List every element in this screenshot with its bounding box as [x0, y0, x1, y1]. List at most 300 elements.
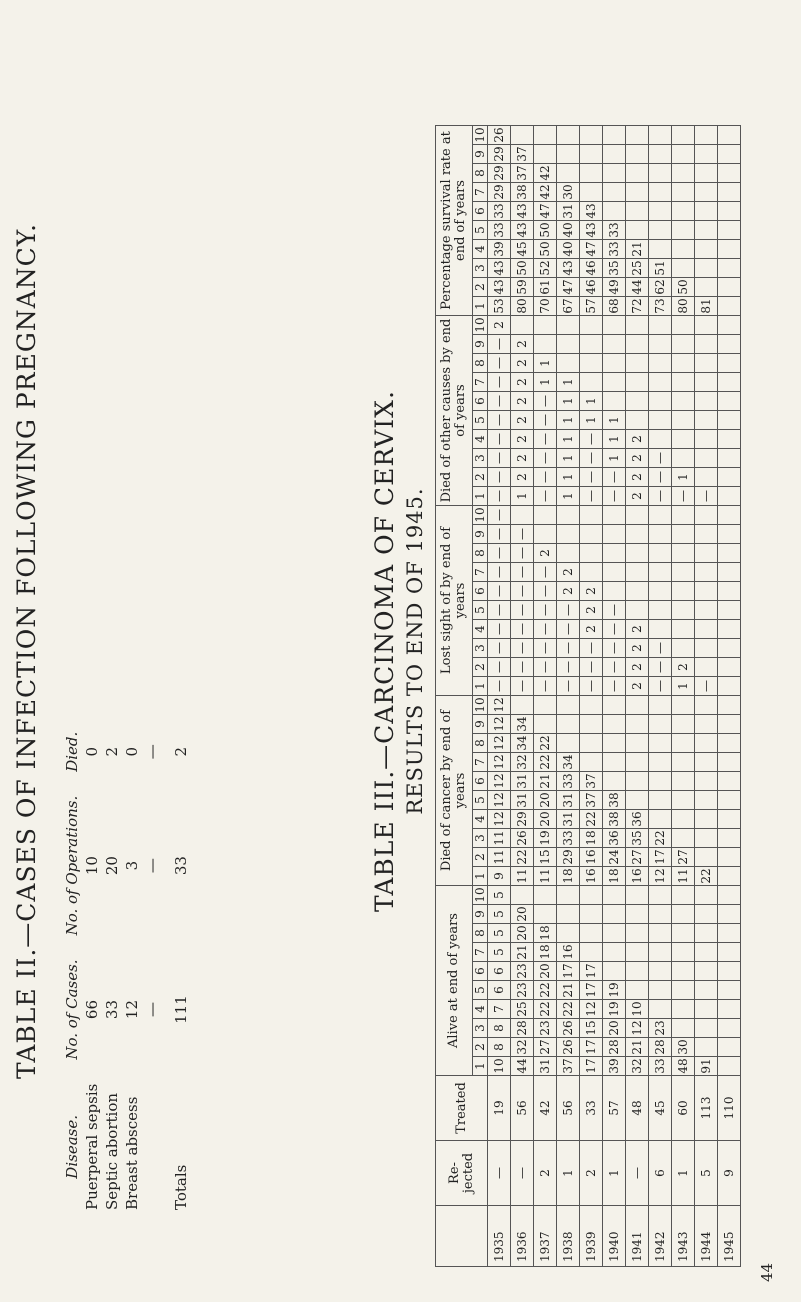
- survival-cell: [672, 240, 695, 259]
- died-cancer-cell: 12: [488, 715, 511, 734]
- treated-cell: 48: [626, 1076, 649, 1141]
- died-cell: 2: [103, 746, 121, 757]
- survival-cell: [672, 202, 695, 221]
- rejected-cell: 1: [603, 1141, 626, 1206]
- died-other-cell: —: [649, 468, 672, 487]
- survival-cell: 52: [534, 259, 557, 278]
- table2-title: TABLE II.—CASES OF INFECTION FOLLOWING PREGNANCY.: [12, 223, 41, 1079]
- col-treated: Treated: [436, 1076, 488, 1141]
- died-other-cell: 2: [626, 487, 649, 506]
- year-col-5: 5: [473, 601, 488, 620]
- died-other-cell: 1: [580, 392, 603, 411]
- alive-cell: 21: [511, 943, 534, 962]
- survival-cell: 43: [580, 202, 603, 221]
- died-cancer-cell: 22: [695, 867, 718, 886]
- died-other-cell: [718, 487, 741, 506]
- alive-cell: 10: [626, 1000, 649, 1019]
- lost-cell: —: [511, 544, 534, 563]
- lost-cell: [695, 544, 718, 563]
- survival-cell: 42: [534, 183, 557, 202]
- survival-cell: 26: [488, 126, 511, 145]
- survival-cell: 67: [557, 297, 580, 316]
- died-other-cell: [603, 392, 626, 411]
- operations-cell: 20: [103, 856, 121, 876]
- year-col-6: 6: [473, 392, 488, 411]
- died-other-cell: [718, 354, 741, 373]
- year-col-3: 3: [473, 449, 488, 468]
- survival-cell: [649, 221, 672, 240]
- died-other-cell: 1: [603, 449, 626, 468]
- year-col-2: 2: [473, 658, 488, 677]
- lost-cell: [580, 525, 603, 544]
- died-other-cell: [695, 468, 718, 487]
- alive-cell: 8: [488, 1019, 511, 1038]
- lost-cell: 2: [626, 639, 649, 658]
- lost-cell: [557, 544, 580, 563]
- died-cancer-cell: 22: [534, 734, 557, 753]
- died-cancer-cell: [649, 810, 672, 829]
- died-cancer-cell: [672, 715, 695, 734]
- lost-cell: [672, 620, 695, 639]
- alive-cell: 28: [603, 1038, 626, 1057]
- table-row: [649, 126, 672, 1267]
- lost-cell: [695, 525, 718, 544]
- table3-subtitle: RESULTS TO END OF 1945.: [403, 487, 427, 815]
- died-cancer-cell: 34: [511, 734, 534, 753]
- lost-cell: —: [511, 582, 534, 601]
- died-cancer-cell: [695, 734, 718, 753]
- year-col-1: 1: [473, 297, 488, 316]
- year-col-6: 6: [473, 772, 488, 791]
- year-cell: 1942: [649, 1206, 672, 1267]
- died-other-cell: [695, 373, 718, 392]
- died-other-cell: —: [488, 468, 511, 487]
- died-other-cell: 2: [511, 373, 534, 392]
- died-other-cell: —: [534, 468, 557, 487]
- lost-cell: —: [534, 563, 557, 582]
- died-cancer-cell: 15: [534, 848, 557, 867]
- alive-cell: [672, 924, 695, 943]
- survival-cell: 53: [488, 297, 511, 316]
- rejected-cell: 2: [534, 1141, 557, 1206]
- alive-cell: [718, 962, 741, 981]
- alive-cell: [626, 924, 649, 943]
- alive-cell: 6: [488, 981, 511, 1000]
- year-col-5: 5: [473, 221, 488, 240]
- survival-cell: 50: [534, 240, 557, 259]
- died-cancer-cell: 12: [488, 810, 511, 829]
- died-other-cell: —: [672, 487, 695, 506]
- year-col-5: 5: [473, 981, 488, 1000]
- lost-cell: 2: [580, 601, 603, 620]
- year-col-10: 10: [473, 507, 487, 523]
- survival-cell: [580, 164, 603, 183]
- survival-cell: 62: [649, 278, 672, 297]
- died-other-cell: 1: [534, 354, 557, 373]
- survival-cell: 70: [534, 297, 557, 316]
- lost-cell: [626, 582, 649, 601]
- lost-cell: [718, 639, 741, 658]
- alive-cell: 26: [557, 1019, 580, 1038]
- lost-cell: [580, 506, 603, 525]
- year-col-6: 6: [473, 582, 488, 601]
- alive-cell: [603, 924, 626, 943]
- died-cancer-cell: 31: [557, 791, 580, 810]
- year-col-5: 5: [473, 411, 488, 430]
- alive-cell: 21: [626, 1038, 649, 1057]
- died-cancer-cell: 19: [534, 829, 557, 848]
- lost-cell: [534, 506, 557, 525]
- survival-cell: [603, 202, 626, 221]
- survival-cell: [626, 126, 649, 145]
- alive-cell: 22: [557, 1000, 580, 1019]
- lost-cell: —: [557, 620, 580, 639]
- survival-cell: [672, 164, 695, 183]
- survival-cell: 29: [488, 145, 511, 164]
- survival-cell: 47: [534, 202, 557, 221]
- lost-cell: [603, 506, 626, 525]
- died-other-cell: [603, 316, 626, 335]
- year-col-10: 10: [473, 887, 487, 903]
- died-other-cell: 2: [488, 316, 511, 335]
- survival-cell: 30: [557, 183, 580, 202]
- year-col-2: 2: [473, 278, 488, 297]
- died-cancer-cell: [672, 791, 695, 810]
- lost-cell: [672, 506, 695, 525]
- died-other-cell: [626, 373, 649, 392]
- died-other-cell: —: [580, 468, 603, 487]
- lost-cell: —: [488, 525, 511, 544]
- died-other-cell: [718, 392, 741, 411]
- lost-cell: 2: [626, 677, 649, 696]
- table-row: [511, 126, 534, 1267]
- lost-cell: [718, 506, 741, 525]
- survival-cell: [695, 145, 718, 164]
- alive-cell: 7: [488, 1000, 511, 1019]
- survival-cell: [695, 202, 718, 221]
- lost-cell: [718, 525, 741, 544]
- cases-cell: 66: [83, 1000, 101, 1020]
- year-cell: 1945: [718, 1206, 741, 1267]
- died-cancer-cell: [695, 696, 718, 715]
- died-other-cell: —: [488, 430, 511, 449]
- died-cancer-cell: 26: [511, 829, 534, 848]
- died-other-cell: [695, 335, 718, 354]
- col-cases: No. of Cases.: [63, 959, 81, 1060]
- year-col-7: 7: [473, 563, 488, 582]
- died-cancer-cell: 32: [511, 753, 534, 772]
- year-cell: 1936: [511, 1206, 534, 1267]
- year-col-9: 9: [473, 145, 488, 164]
- alive-cell: [626, 943, 649, 962]
- died-cancer-cell: [603, 753, 626, 772]
- survival-cell: 59: [511, 278, 534, 297]
- died-cancer-cell: 18: [603, 867, 626, 886]
- totals-row: [162, 720, 191, 1222]
- died-cancer-cell: [695, 772, 718, 791]
- alive-cell: 26: [557, 1038, 580, 1057]
- rejected-cell: 9: [718, 1141, 741, 1206]
- table-row: [672, 126, 695, 1267]
- lost-cell: —: [488, 506, 511, 525]
- alive-cell: [580, 886, 603, 905]
- year-cell: 1939: [580, 1206, 603, 1267]
- lost-cell: [649, 620, 672, 639]
- died-other-cell: [649, 335, 672, 354]
- col-operations: No. of Operations.: [63, 795, 81, 936]
- lost-cell: —: [534, 620, 557, 639]
- alive-cell: 15: [580, 1019, 603, 1038]
- died-other-cell: [695, 392, 718, 411]
- died-cancer-cell: [695, 753, 718, 772]
- died-other-cell: [603, 354, 626, 373]
- survival-cell: [718, 297, 741, 316]
- died-other-cell: —: [603, 468, 626, 487]
- lost-cell: —: [557, 658, 580, 677]
- alive-cell: 28: [649, 1038, 672, 1057]
- lost-cell: 2: [557, 563, 580, 582]
- died-cancer-cell: [580, 734, 603, 753]
- died-other-cell: 1: [557, 373, 580, 392]
- alive-cell: 28: [511, 1019, 534, 1038]
- col-year: [436, 1206, 488, 1267]
- alive-cell: 20: [511, 905, 534, 924]
- alive-cell: 5: [488, 886, 511, 905]
- alive-cell: [672, 981, 695, 1000]
- lost-cell: [580, 544, 603, 563]
- alive-cell: [672, 962, 695, 981]
- died-cell: 0: [123, 746, 141, 757]
- died-other-cell: 1: [557, 430, 580, 449]
- survival-cell: 43: [511, 202, 534, 221]
- died-other-cell: [649, 373, 672, 392]
- year-col-4: 4: [473, 1000, 488, 1019]
- died-cancer-cell: [626, 791, 649, 810]
- col-rejected: Re-jected: [436, 1141, 488, 1206]
- died-cancer-cell: [534, 696, 557, 715]
- died-cancer-cell: [580, 753, 603, 772]
- alive-cell: [672, 943, 695, 962]
- survival-cell: [580, 183, 603, 202]
- year-col-9: 9: [473, 905, 488, 924]
- died-cancer-cell: 37: [580, 772, 603, 791]
- alive-cell: [672, 886, 695, 905]
- year-cell: 1941: [626, 1206, 649, 1267]
- lost-cell: 2: [557, 582, 580, 601]
- group-alive: Alive at end of years: [436, 886, 473, 1076]
- lost-cell: —: [534, 639, 557, 658]
- cases-cell: —: [143, 1002, 161, 1018]
- died-cancer-cell: [626, 696, 649, 715]
- died-cancer-cell: [534, 715, 557, 734]
- treated-cell: 45: [649, 1076, 672, 1141]
- table-row: [603, 126, 626, 1267]
- lost-cell: 1: [672, 677, 695, 696]
- died-cancer-cell: [718, 810, 741, 829]
- alive-cell: [511, 886, 534, 905]
- col-disease: Disease.: [63, 1115, 81, 1179]
- survival-cell: [695, 240, 718, 259]
- survival-cell: [511, 126, 534, 145]
- treated-cell: 110: [718, 1076, 741, 1141]
- died-cancer-cell: [626, 715, 649, 734]
- died-other-cell: 1: [557, 487, 580, 506]
- died-other-cell: —: [488, 354, 511, 373]
- died-other-cell: [718, 316, 741, 335]
- year-cell: 1937: [534, 1206, 557, 1267]
- lost-cell: [649, 544, 672, 563]
- died-cancer-cell: [672, 829, 695, 848]
- alive-cell: [603, 962, 626, 981]
- died-cancer-cell: [672, 734, 695, 753]
- died-other-cell: 1: [557, 392, 580, 411]
- lost-cell: [672, 582, 695, 601]
- lost-cell: [672, 639, 695, 658]
- died-other-cell: [695, 449, 718, 468]
- lost-cell: —: [603, 677, 626, 696]
- alive-cell: [695, 1019, 718, 1038]
- alive-cell: [718, 905, 741, 924]
- lost-cell: 2: [580, 582, 603, 601]
- died-other-cell: [649, 430, 672, 449]
- lost-cell: —: [603, 601, 626, 620]
- died-cancer-cell: [718, 696, 741, 715]
- survival-cell: 45: [511, 240, 534, 259]
- lost-cell: [603, 525, 626, 544]
- lost-cell: —: [557, 677, 580, 696]
- alive-cell: 5: [488, 943, 511, 962]
- lost-cell: [603, 563, 626, 582]
- survival-cell: 37: [511, 145, 534, 164]
- table-row: [718, 126, 741, 1267]
- lost-cell: 2: [580, 620, 603, 639]
- lost-cell: [626, 525, 649, 544]
- died-other-cell: [672, 392, 695, 411]
- alive-cell: [718, 943, 741, 962]
- died-cancer-cell: 31: [511, 772, 534, 791]
- alive-cell: [695, 924, 718, 943]
- died-cancer-cell: 12: [488, 734, 511, 753]
- died-cancer-cell: [718, 848, 741, 867]
- died-other-cell: —: [603, 487, 626, 506]
- died-other-cell: 1: [603, 430, 626, 449]
- survival-cell: [649, 202, 672, 221]
- lost-cell: —: [488, 582, 511, 601]
- treated-cell: 60: [672, 1076, 695, 1141]
- alive-cell: 25: [511, 1000, 534, 1019]
- died-other-cell: [580, 373, 603, 392]
- lost-cell: —: [488, 563, 511, 582]
- survival-cell: [718, 240, 741, 259]
- lost-cell: 2: [626, 658, 649, 677]
- died-other-cell: 1: [603, 411, 626, 430]
- survival-cell: [718, 259, 741, 278]
- lost-cell: [718, 544, 741, 563]
- lost-cell: —: [557, 639, 580, 658]
- operations-cell: 10: [83, 856, 101, 876]
- year-col-3: 3: [473, 1019, 488, 1038]
- carcinoma-table-body: [488, 126, 741, 1267]
- survival-cell: 38: [511, 183, 534, 202]
- alive-cell: 44: [511, 1057, 534, 1076]
- lost-cell: —: [511, 639, 534, 658]
- year-col-10: 10: [473, 697, 487, 713]
- died-cancer-cell: [580, 696, 603, 715]
- died-cancer-cell: 20: [534, 791, 557, 810]
- died-other-cell: [672, 449, 695, 468]
- lost-cell: —: [488, 620, 511, 639]
- died-cancer-cell: 17: [649, 848, 672, 867]
- alive-cell: 20: [534, 962, 557, 981]
- alive-cell: 91: [695, 1057, 718, 1076]
- died-other-cell: —: [488, 411, 511, 430]
- died-other-cell: [695, 354, 718, 373]
- treated-cell: 113: [695, 1076, 718, 1141]
- lost-cell: —: [511, 677, 534, 696]
- infection-table-body: [82, 720, 191, 1222]
- died-other-cell: [672, 411, 695, 430]
- alive-cell: 23: [511, 981, 534, 1000]
- survival-cell: 80: [672, 297, 695, 316]
- died-cancer-cell: 27: [672, 848, 695, 867]
- died-other-cell: [672, 335, 695, 354]
- lost-cell: [718, 677, 741, 696]
- died-cancer-cell: [718, 791, 741, 810]
- survival-cell: 25: [626, 259, 649, 278]
- lost-cell: [649, 582, 672, 601]
- treated-cell: 33: [580, 1076, 603, 1141]
- year-col-2: 2: [473, 848, 488, 867]
- died-cancer-cell: 34: [511, 715, 534, 734]
- alive-cell: 5: [488, 924, 511, 943]
- alive-cell: [649, 905, 672, 924]
- died-cancer-cell: [672, 753, 695, 772]
- alive-cell: [626, 905, 649, 924]
- died-cancer-cell: [695, 848, 718, 867]
- table-row: [488, 126, 511, 1267]
- died-cancer-cell: 29: [557, 848, 580, 867]
- died-other-cell: 1: [580, 411, 603, 430]
- died-other-cell: [580, 335, 603, 354]
- group-died-other: Died of other causes by end of years: [436, 316, 473, 506]
- table-row: [534, 126, 557, 1267]
- died-cancer-cell: [649, 734, 672, 753]
- survival-cell: [557, 145, 580, 164]
- alive-cell: 8: [488, 1038, 511, 1057]
- survival-cell: [672, 126, 695, 145]
- year-col-8: 8: [473, 924, 488, 943]
- lost-cell: [695, 563, 718, 582]
- survival-cell: 57: [580, 297, 603, 316]
- died-cancer-cell: 11: [511, 867, 534, 886]
- died-cancer-cell: [695, 829, 718, 848]
- died-other-cell: [672, 373, 695, 392]
- survival-cell: [672, 259, 695, 278]
- year-cell: 1943: [672, 1206, 695, 1267]
- survival-cell: 51: [649, 259, 672, 278]
- survival-cell: [718, 126, 741, 145]
- died-other-cell: [626, 316, 649, 335]
- died-other-cell: 1: [557, 411, 580, 430]
- alive-cell: [580, 943, 603, 962]
- died-cancer-cell: [672, 810, 695, 829]
- survival-cell: [695, 183, 718, 202]
- year-col-9: 9: [473, 715, 488, 734]
- alive-cell: 17: [580, 962, 603, 981]
- alive-cell: [695, 886, 718, 905]
- died-cell: —: [143, 744, 161, 760]
- lost-cell: —: [534, 658, 557, 677]
